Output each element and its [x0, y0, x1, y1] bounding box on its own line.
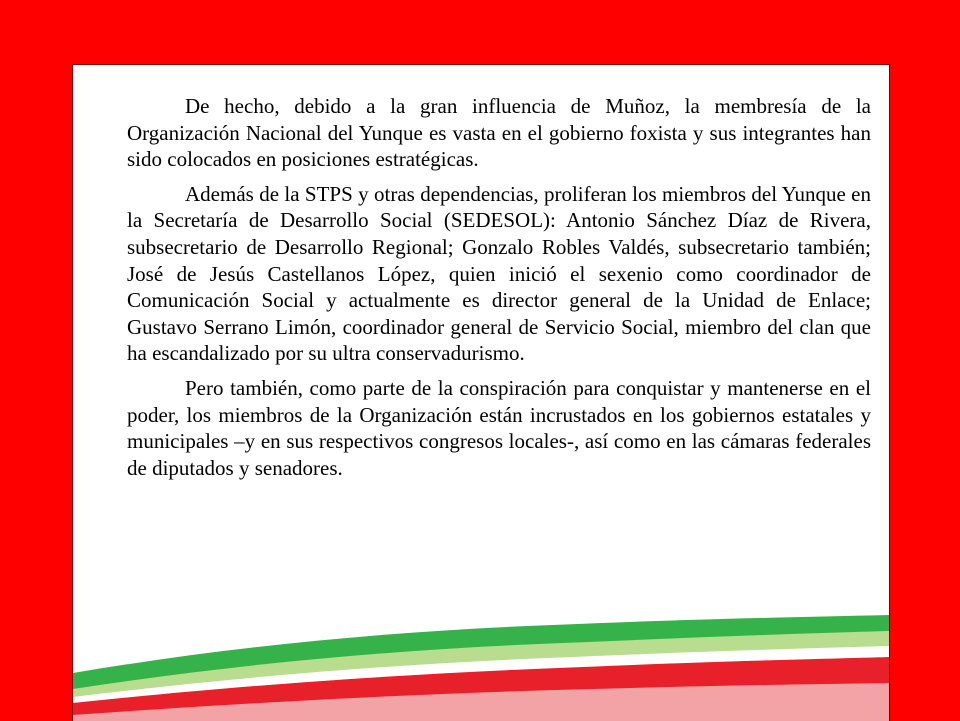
wave-decoration [73, 591, 889, 721]
paragraph-3: Pero también, como parte de la conspiración para conquistar y mantenerse en el poder, los miembros de la Organización están incrustados en los gobiernos estatales y municipales –y en sus respectivos congresos locales-, así como en las cámaras federales de diputados y senadores. [127, 375, 871, 480]
text-body [127, 93, 871, 489]
paragraph-1: De hecho, debido a la gran influencia de Muñoz, la membresía de la Organización Nacional del Yunque es vasta en el gobierno foxista y sus integrantes han sido colocados en posiciones estratégicas. [127, 94, 871, 172]
slide-panel [72, 64, 890, 721]
paragraph-2: Además de la STPS y otras dependencias, proliferan los miembros del Yunque en la Secretaría de Desarrollo Social (SEDESOL): Antonio Sánchez Díaz de Rivera, subsecretario de Desarrollo Regional; Gonzalo Robles Valdés, subsecretario también; José de Jesús Castellanos López, quien inició el sexenio como coordinador de Comunicación Social y actualmente es director general de la Unidad de Enlace; Gustavo Serrano Limón, coordinador general de Servicio Social, miembro del clan que ha escandalizado por su ultra conservadurismo. [127, 181, 871, 366]
